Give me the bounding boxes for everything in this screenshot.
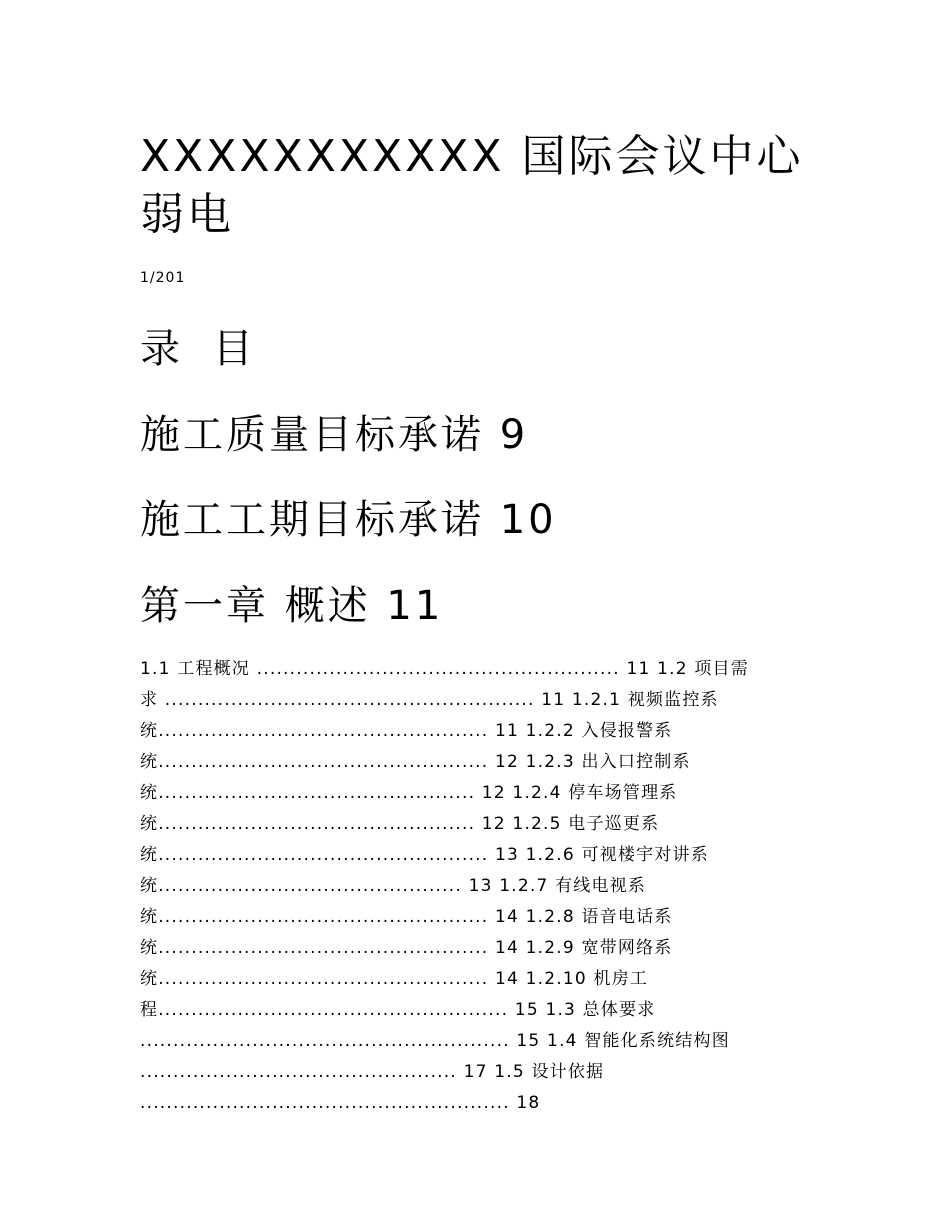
toc-entry-chapter-1-overview[interactable]: 第一章 概述 11 <box>140 583 444 629</box>
toc-line[interactable]: ........................................................ 18 <box>140 1093 541 1113</box>
document-title: XXXXXXXXXXX 国际会议中心弱电 <box>140 131 804 240</box>
toc-heading: 录 目 <box>140 326 263 372</box>
toc-line[interactable]: 统.............................................. 13 1.2.7 有线电视系 <box>140 876 647 896</box>
toc-list <box>140 654 820 1119</box>
toc-line[interactable]: 统.................................................. 11 1.2.2 入侵报警系 <box>140 721 673 741</box>
toc-line[interactable]: 统.................................................. 14 1.2.8 语音电话系 <box>140 907 673 927</box>
page-number: 1/201 <box>140 270 186 286</box>
toc-line[interactable]: ................................................ 17 1.5 设计依据 <box>140 1062 605 1082</box>
toc-line[interactable]: 统................................................ 12 1.2.5 电子巡更系 <box>140 814 660 834</box>
toc-line[interactable]: 统.................................................. 12 1.2.3 出入口控制系 <box>140 752 691 772</box>
toc-line[interactable]: 程..................................................... 15 1.3 总体要求 <box>140 1000 656 1020</box>
toc-line[interactable]: 统.................................................. 14 1.2.9 宽带网络系 <box>140 938 673 958</box>
toc-line[interactable]: ........................................................ 15 1.4 智能化系统结构图 <box>140 1031 730 1051</box>
toc-entry-quality-commitment[interactable]: 施工质量目标承诺 9 <box>140 412 529 458</box>
toc-line[interactable]: 求 ........................................................ 11 1.2.1 视频监控系 <box>140 690 719 710</box>
toc-line[interactable]: 统.................................................. 14 1.2.10 机房工 <box>140 969 649 989</box>
toc-line[interactable]: 1.1 工程概况 ....................................................... 11 1.2 项目需 <box>140 659 749 679</box>
toc-line[interactable]: 统................................................ 12 1.2.4 停车场管理系 <box>140 783 678 803</box>
toc-entry-schedule-commitment[interactable]: 施工工期目标承诺 10 <box>140 497 557 543</box>
toc-line[interactable]: 统.................................................. 13 1.2.6 可视楼宇对讲系 <box>140 845 709 865</box>
